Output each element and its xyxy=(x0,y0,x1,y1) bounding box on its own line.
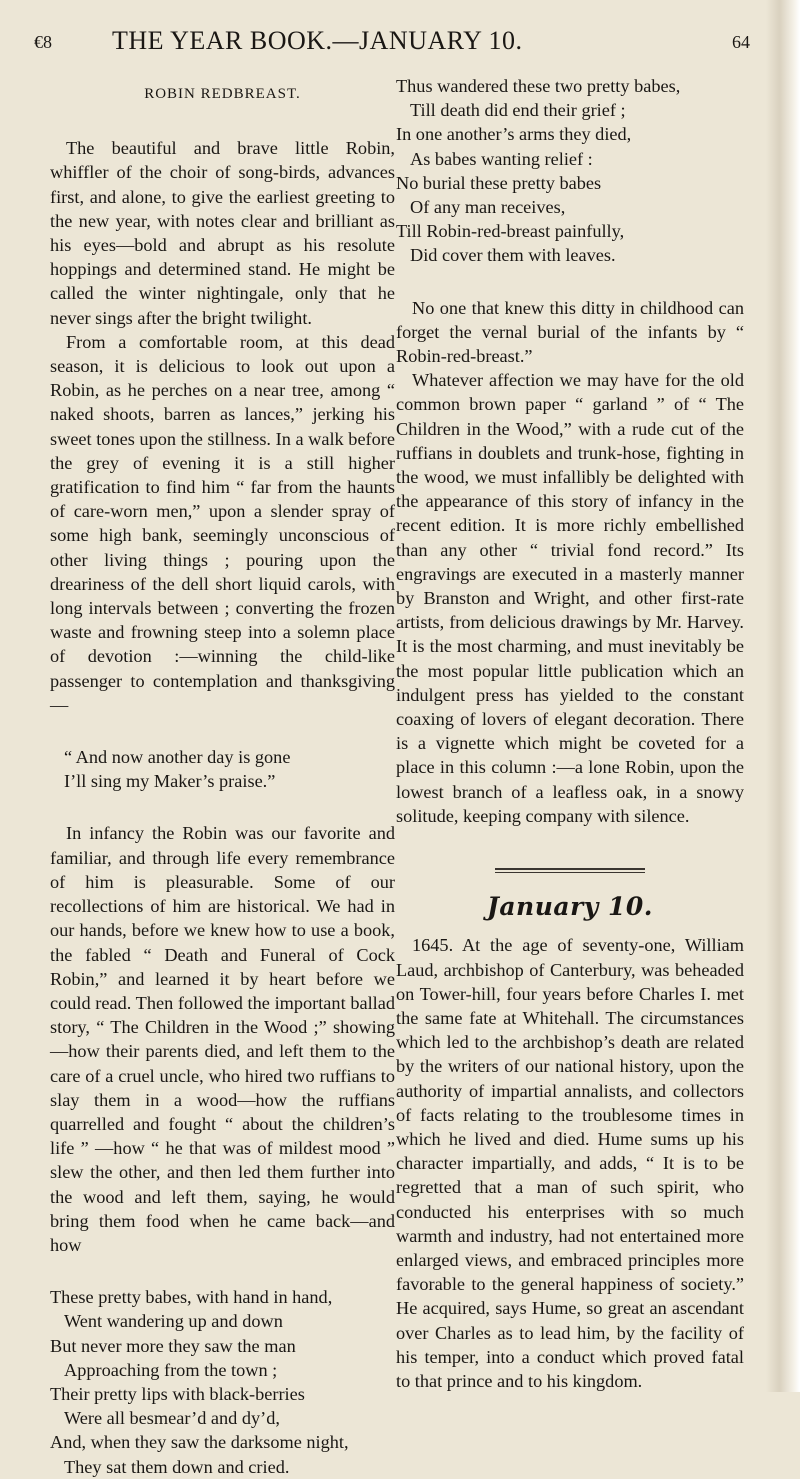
verse-line: No burial these pretty babes xyxy=(396,172,602,193)
quote-line: “ And now another day is gone xyxy=(64,747,291,768)
verse-line: Approaching from the town ; xyxy=(64,1359,278,1380)
verse-line: Their pretty lips with black-berries xyxy=(50,1383,305,1404)
section-divider xyxy=(495,868,645,873)
quote-block xyxy=(50,745,395,793)
left-column xyxy=(50,74,395,1479)
section-heading: ROBIN REDBREAST. xyxy=(144,86,301,102)
header-left-mark: €8 xyxy=(34,32,52,52)
verse-line: Went wandering up and down xyxy=(64,1311,283,1332)
quote-line: I’ll sing my Maker’s praise.” xyxy=(64,771,276,792)
verse-line: These pretty babes, with hand in hand, xyxy=(50,1287,333,1308)
right-column xyxy=(396,74,744,1393)
page-edge-shadow xyxy=(766,0,800,1392)
paragraph-laud: 1645. At the age of seventy-one, William Laud, archbishop of Canterbury, was beheaded on Tower-hill, four years before Charles I. met the same fate at Whitehall. The circumstances which led to the archbishop’s death are related by the writers of our national history, upon the authority of impartial annalists, and collectors of facts relating to the troublesome times in which he lived and died. Hume sums up his character impartially, and adds, “ It is to be regretted that a man of such spirit, who conducted his enterprises with so much warmth and industry, had not entertained more enlarged views, and embraced principles more favorable to the general happiness of society.” He acquired, says Hume, so great an ascendant over Charles as to lead him, by the facility of his temper, into a conduct which proved fatal to that prince and to his kingdom. xyxy=(396,935,744,1391)
paragraph-garland: Whatever affection we may have for the old common brown paper “ garland ” of “ The Children in the Wood,” with a rude cut of the ruffians in doublets and trunk-hose, fighting in the wood, we must infallibly be delighted with the appearance of this story of infancy in the recent edition. It is more richly embellished than any other “ trivial fond record.” Its engravings are executed in a masterly manner by Branston and Wright, and other first-rate artists, from delicious drawings by Mr. Harvey. It is the most charming, and must inevitably be the most popular little publication which an indulgent press has yielded to the constant coaxing of lovers of elegant decoration. There is a vignette which might be coveted for a place in this column :—a lone Robin, upon the lowest branch of a leafless oak, in a snowy solitude, keeping company with silence. xyxy=(396,370,744,826)
paragraph-robin-infancy: In infancy the Robin was our favorite and familiar, and through life every remembrance of him is pleasurable. Some of our recollections of him are historical. We had in our hands, before we knew how to use a book, the fabled “ Death and Funeral of Cock Robin,” and learned it by heart before we could read. Then followed the important ballad story, “ The Children in the Wood ;” showing—how their parents died, and left them to the care of a cruel uncle, who hired two ruffians to slay them in a wood—how the ruffians quarrelled and fought “ about the children’s life ” —how “ he that was of mildest mood ” slew the other, and then led them further into the wood and left them, saying, he would bring them food when he came back—and how xyxy=(50,823,395,1255)
verse-line: Of any man receives, xyxy=(410,197,566,218)
verse-line: And, when they saw the darksome night, xyxy=(50,1432,349,1453)
ballad-verse xyxy=(50,1285,395,1479)
verse-line: Till Robin-red-breast painfully, xyxy=(396,221,625,242)
verse-line: Did cover them with leaves. xyxy=(410,245,616,266)
paragraph-robin-intro: The beautiful and brave little Robin, whiffler of the choir of song-birds, advances first, and alone, to give the earliest greeting to the new year, with notes clear and brilliant as his eyes—bold and abrupt as his resolute hoppings and determined stand. He might be called the winter nightingale, only that he never sings after the bright twilight. xyxy=(50,138,395,328)
verse-line: In one another’s arms they died, xyxy=(396,124,632,145)
verse-line: Till death did end their grief ; xyxy=(410,100,626,121)
ballad-verse-continued xyxy=(396,74,744,268)
verse-line: Were all besmear’d and dy’d, xyxy=(64,1408,280,1429)
paragraph-robin-season: From a comfortable room, at this dead season, it is delicious to look out upon a Robin, as he perches on a near tree, among “ naked shoots, barren as lances,” jerking his sweet tones upon the stillness. In a walk before the grey of evening it is a still higher gratification to find him “ far from the haunts of care-worn men,” upon a slender spray of some high bank, seemingly unconscious of other living things ; pouring upon the dreariness of the dell short liquid carols, with long intervals between ; converting the frozen waste and frowning steep into a solemn place of devotion :—winning the child-like passenger to contemplation and thanksgiving— xyxy=(50,331,395,715)
verse-line: They sat them down and cried. xyxy=(64,1456,290,1477)
page-number: 64 xyxy=(732,32,750,52)
header-title: THE YEAR BOOK.—JANUARY 10. xyxy=(112,26,523,55)
verse-line: Thus wandered these two pretty babes, xyxy=(396,76,681,96)
paragraph-ditty: No one that knew this ditty in childhood can forget the vernal burial of the infants by “ Robin-red-breast.” xyxy=(396,297,744,367)
verse-line: But never more they saw the man xyxy=(50,1335,296,1356)
verse-line: As babes wanting relief : xyxy=(410,148,593,169)
date-heading: January 10. xyxy=(487,892,653,922)
running-header xyxy=(34,22,750,62)
